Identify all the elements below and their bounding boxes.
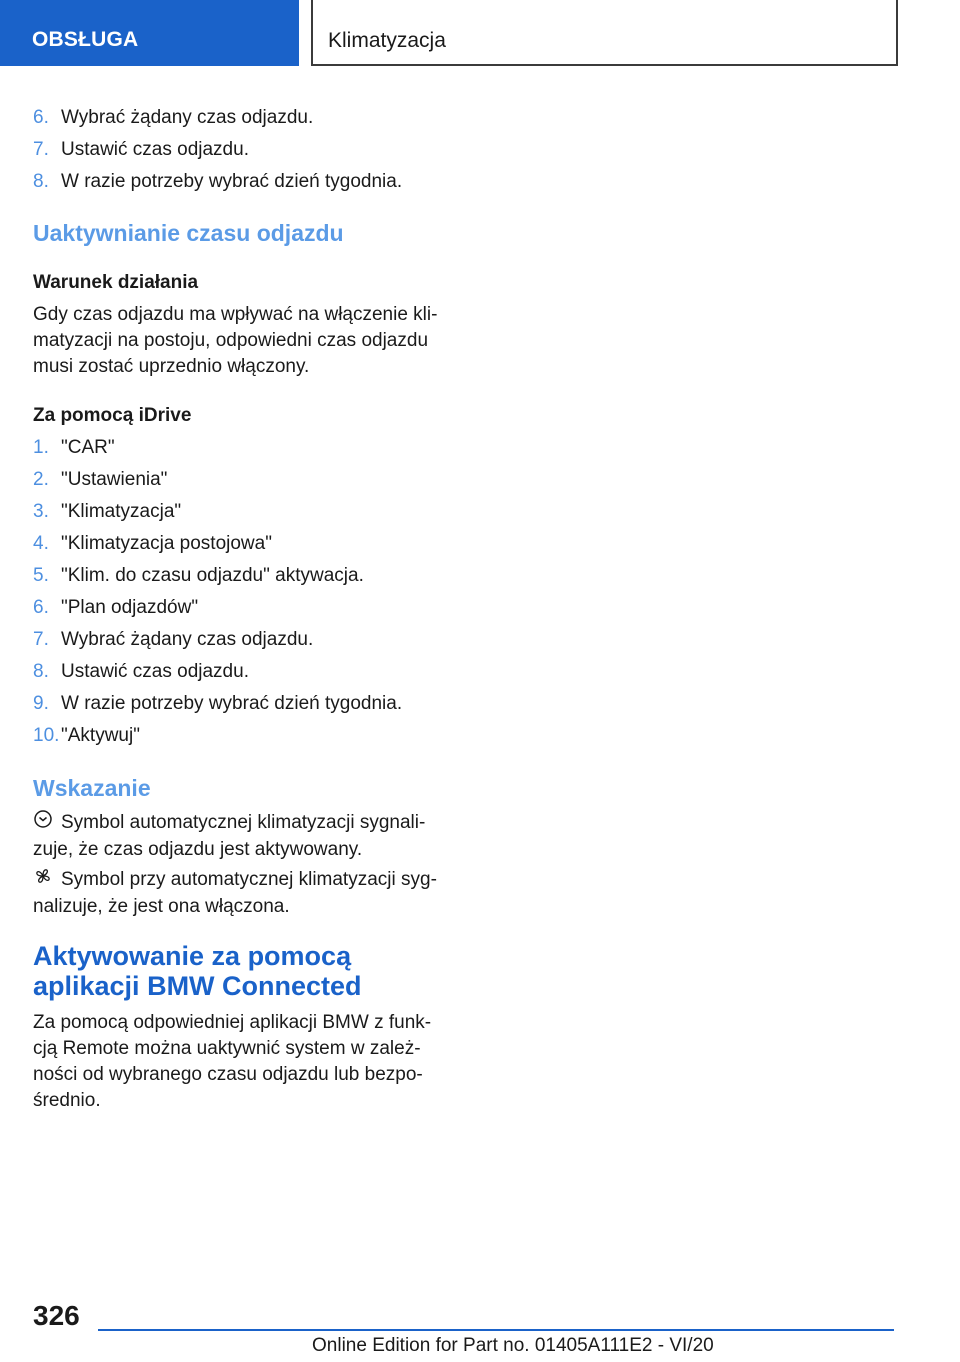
- list-item: [33, 469, 443, 501]
- step-text: "Ustawienia": [61, 469, 168, 490]
- list-item: [33, 661, 443, 693]
- step-text: W razie potrzeby wybrać dzień tygodnia.: [61, 171, 403, 192]
- section-title-line: Aktywowanie za pomocą: [33, 941, 352, 971]
- paragraph-line: Za pomocą odpowiedniej aplikacji BMW z funk‐: [33, 1012, 432, 1033]
- list-item: [33, 533, 443, 565]
- condition-line: musi zostać uprzednio włączony.: [33, 356, 310, 377]
- idrive-heading: Za pomocą iDrive: [33, 405, 192, 426]
- section-tab[interactable]: [0, 0, 299, 66]
- step-number: 3.: [33, 501, 49, 522]
- fan-icon: [33, 866, 53, 894]
- condition-heading: Warunek działania: [33, 272, 199, 293]
- indicator-text: zuje, że czas odjazdu jest aktywowany.: [33, 839, 363, 860]
- chapter-tab[interactable]: [311, 0, 898, 66]
- step-number: 8.: [33, 661, 49, 682]
- step-text: "Klimatyzacja": [61, 501, 182, 522]
- step-text: W razie potrzeby wybrać dzień tygodnia.: [61, 693, 403, 714]
- step-text: Ustawić czas odjazdu.: [61, 661, 249, 682]
- indicator-text: Symbol automatycznej klimatyzacji sygnali‐: [61, 812, 426, 834]
- section-tab-label: OBSŁUGA: [32, 28, 139, 51]
- section-title: Wskazanie: [33, 775, 151, 801]
- step-text: "CAR": [61, 437, 115, 458]
- clock-icon: [33, 809, 53, 837]
- idrive-steps-list: [33, 437, 443, 757]
- step-number: 4.: [33, 533, 49, 554]
- step-number: 9.: [33, 693, 49, 714]
- condition-line: Gdy czas odjazdu ma wpływać na włączenie kli‐: [33, 304, 438, 325]
- edition-text: Online Edition for Part no. 01405A111E2 - VI/20: [312, 1335, 714, 1356]
- list-item: [33, 693, 443, 725]
- condition-paragraph: [33, 302, 443, 380]
- step-number: 6.: [33, 107, 49, 128]
- section-title-line: aplikacji BMW Connected: [33, 971, 362, 1001]
- indicator-paragraph-2: [33, 866, 443, 920]
- section-title: Uaktywnianie czasu odjazdu: [33, 220, 344, 246]
- step-number: 6.: [33, 597, 49, 618]
- step-number: 7.: [33, 629, 49, 650]
- list-item: [33, 565, 443, 597]
- condition-line: matyzacji na postoju, odpowiedni czas odjazdu: [33, 330, 429, 351]
- paragraph-line: ności od wybranego czasu odjazdu lub bezpo‐: [33, 1064, 423, 1085]
- step-text: "Aktywuj": [61, 725, 140, 746]
- step-number: 2.: [33, 469, 49, 490]
- indicator-text: nalizuje, że jest ona włączona.: [33, 896, 290, 917]
- step-number: 1.: [33, 437, 49, 458]
- list-item: [33, 107, 443, 139]
- step-text: "Klimatyzacja postojowa": [61, 533, 272, 554]
- list-item: [33, 437, 443, 469]
- step-number: 7.: [33, 139, 49, 160]
- chapter-tab-label: Klimatyzacja: [328, 29, 446, 52]
- list-item: [33, 139, 443, 171]
- page-number: 326: [33, 1300, 80, 1331]
- step-text: Ustawić czas odjazdu.: [61, 139, 249, 160]
- indicator-text: Symbol przy automatycznej klimatyzacji syg‐: [61, 869, 437, 891]
- list-item: [33, 171, 443, 203]
- paragraph-line: cją Remote można uaktywnić system w zależ‐: [33, 1038, 421, 1059]
- steps-list-top: [33, 107, 443, 203]
- step-text: Wybrać żądany czas odjazdu.: [61, 107, 314, 128]
- step-number: 5.: [33, 565, 49, 586]
- step-number: 10.: [33, 725, 60, 746]
- connected-paragraph: [33, 1010, 443, 1114]
- list-item: [33, 597, 443, 629]
- step-text: "Klim. do czasu odjazdu" aktywacja.: [61, 565, 364, 586]
- step-text: Wybrać żądany czas odjazdu.: [61, 629, 314, 650]
- footer-divider: [98, 1329, 894, 1331]
- step-text: "Plan odjazdów": [61, 597, 199, 618]
- list-item: [33, 501, 443, 533]
- list-item: [33, 629, 443, 661]
- paragraph-line: średnio.: [33, 1090, 101, 1111]
- step-number: 8.: [33, 171, 49, 192]
- indicator-paragraph-1: [33, 809, 443, 863]
- list-item: [33, 725, 443, 757]
